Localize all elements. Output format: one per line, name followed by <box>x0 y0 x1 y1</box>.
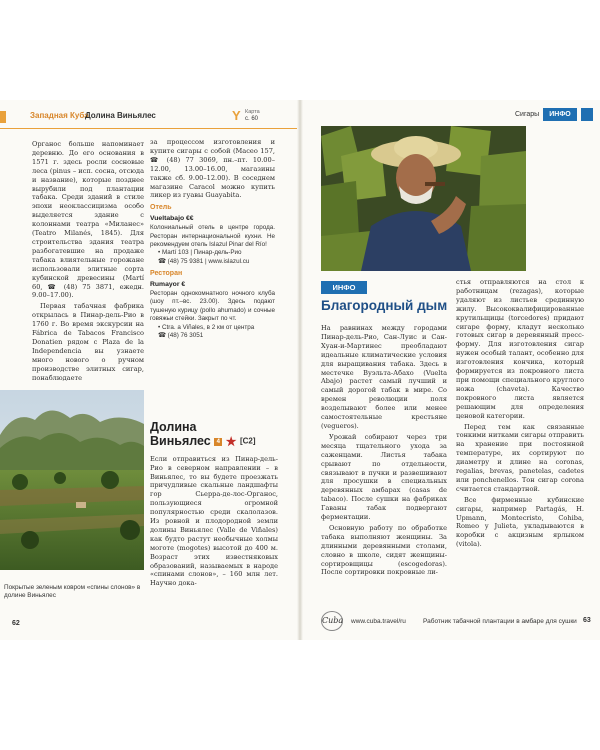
left-page <box>0 100 297 640</box>
dolina-title-line1: Долина <box>150 420 197 434</box>
restaurant-address-text: Ctra. a Viñales, в 2 км от центра <box>161 323 255 331</box>
page-number-right: 63 <box>583 617 591 624</box>
hotel-name: Vueltabajo €€ <box>150 215 194 223</box>
restaurant-heading: Ресторан <box>150 270 183 278</box>
hotel-heading: Отель <box>150 204 172 212</box>
paragraph: Перед тем как связанные тонкими нитками сигары отправить на хранение при постоянной температуре, их сортируют по диаметру и длине на coronas, regalias, brevas, panetelas, cadetes или ponchenellos. Тон сигар corona считается стандартной. <box>456 422 584 493</box>
paragraph: На равнинах между городами Пинар-дель-Рио, Сан-Луис и Сан-Хуан-и-Мартинес преобладают идеальные климатические условия для выращивания табака. Здесь в местечке Вуэльта-Абахо (Vuelta Abajo) растет самый лучший и самый дорогой табак в мире. Со времен революции поля возделывают более или менее самостоятельные крестьяне (vegueros). <box>321 324 447 430</box>
valley-photo <box>0 390 144 570</box>
footer-url: www.cuba.travel/ru <box>351 618 406 625</box>
map-grid-ref: [C2] <box>239 436 256 446</box>
paragraph: Органос больше напоминает деревню. До его основания в 1571 г. здесь росли сосновые леса (pinus – исп. сосна, отсюда и название), которые позднее вырубили под плантации табака. Среди зданий в стиле эпохи неоклассицизма особо выделяется здание с колоннами театра «Миланес» (Teatro Milanés, 1845). Для строительства здания театра разбогатевшие на продаже табака влиятельные горожане использовали элитные сорта кубинской древесины (Martí 60, ☎ (48) 75 3871, ежедн. 9.00–17.00). <box>32 140 144 300</box>
info-tag: ИНФО <box>321 281 367 294</box>
tobacco-worker-photo <box>321 126 526 271</box>
paragraph: Основную работу по обработке табака выполняют женщины. За длинными деревянными столами, словно в школе, сидят женщины-сортировщицы (escogedoras). После сортировки покровные ли- <box>321 523 447 577</box>
dolina-title-line2: Виньялес <box>150 434 211 448</box>
section-title: Западная Куба <box>30 111 89 120</box>
restaurant-name: Rumayor € <box>150 281 186 289</box>
left-column-1 <box>32 140 144 384</box>
star-icon: ★ <box>225 434 237 449</box>
restaurant-address: • Ctra. a Viñales, в 2 км от центра <box>158 323 255 331</box>
map-reference-icon: Y <box>232 108 241 123</box>
right-column-1 <box>321 324 447 579</box>
map-label: Карта <box>245 109 260 115</box>
restaurant-description: Ресторан однокомнатного ночного клуба (шоу пт.–вс. 23.00). Здесь подают тушеную курицу (pollo ahumado) и сочные говяжьи стейки. Закрыт по чт. <box>150 290 275 323</box>
valley-landscape-image <box>0 390 144 570</box>
dolina-title-row <box>150 434 278 449</box>
dolina-text: Если отправиться из Пинар-дель-Рио в северном направлении – в Виньялес, то вы будете проезжать причудливые скальные ландшафты гор Сьерра-де-лос-Органос, пользующиеся огромной популярностью среди скалолазов. Из ровной и плодородной земли долины Виньялес (Valle de Viñales) как будто растут необычные холмы моготе (mogotes) высотой до 400 м. Возраст этих известняковых образований, называемых в народе «спинами слонов», – 160 млн лет. Научно дока- <box>150 454 278 588</box>
section-color-bar <box>0 111 6 123</box>
right-header-tag: ИНФО <box>543 108 577 121</box>
hotel-contact: ☎ (48) 75 9381 | www.islazul.cu <box>158 257 250 265</box>
dolina-section <box>150 420 278 588</box>
paragraph: Первая табачная фабрика открылась в Пинар-дель-Рио в 1760 г. Во время экскурсии на Fábrica de Tabacos Francisco Donatien рядом с Plaza de la Independencia вы узнаете много нового о ручном производстве элитных сигар, понаблюдаете <box>32 302 144 382</box>
map-page-ref: с. 60 <box>245 116 259 122</box>
right-page <box>303 100 600 640</box>
left-page-header <box>0 108 297 126</box>
paragraph: стья отправляются на стол к работницам (rezagas), которые удаляют из листьев срединную жилу. Высококвалифицированные крутильщицы (torcedores) придают сигаре форму, кладут несколько готовых сигар в деревянный пресс-форму. Для изготовления сигар нужен особый талант, особенно для изготовления кончика, который формируется из покровного листа при помощи специального круглого ножа (chaveta). Качество покровного листа является решающим для определения ценовой категории. <box>456 278 584 420</box>
hotel-address-text: Martí 103 | Пинар-дель-Рио <box>161 249 242 257</box>
cuba-logo: Cuba <box>321 611 343 631</box>
page-number-left: 62 <box>12 620 20 627</box>
right-header-color-bar <box>581 108 593 121</box>
subsection-title: Долина Виньялес <box>85 111 156 120</box>
photo-caption: Покрытые зеленым ковром «спины слонов» в долине Виньялес <box>4 584 141 600</box>
right-header-label: Сигары <box>515 111 540 118</box>
right-page-footer <box>321 611 593 631</box>
hotel-description: Колониальный отель в центре города. Ресторан интернациональной кухни. Не рекомендуем отель Islazul Pinar del Río! <box>150 224 275 248</box>
paragraph: за процессом изготовления и купите сигары с собой (Maceo 157, ☎ (48) 77 3069, пн.–пт. 10.00–12.00, 13.00–16.00, магазины также сб. 9.00–12.00). В соседнем магазине Caracol можно купить ликер из гуавы Guayabita. <box>150 138 275 200</box>
paragraph: Все фирменные кубинские сигары, например Partagás, H. Upmann, Montecristo, Cohiba, Romeo y Julieta, укладываются в коробки с акцизным ярлыком (vitola). <box>456 495 584 549</box>
article-title: Благородный дым <box>321 298 448 313</box>
left-column-2 <box>150 138 275 340</box>
tobacco-barn-image <box>321 126 526 271</box>
paragraph: Урожай собирают через три месяца тщательного ухода за саженцами. Листья табака срывают по отдельности, связывают в пучки и развешивают для просушки в специальных деревянных амбарах (casas de tabaco). После сушки на фабриках Гаваны табак подвергают ферментации. <box>321 432 447 522</box>
restaurant-phone: ☎ (48) 76 3051 <box>158 332 204 340</box>
right-column-2 <box>456 278 584 551</box>
photo-caption-right: Работник табачной плантации в амбаре для сушки <box>423 618 577 625</box>
sight-number-badge: 4 <box>214 438 222 446</box>
header-rule <box>0 128 297 129</box>
hotel-address: • Martí 103 | Пинар-дель-Рио <box>158 249 242 257</box>
